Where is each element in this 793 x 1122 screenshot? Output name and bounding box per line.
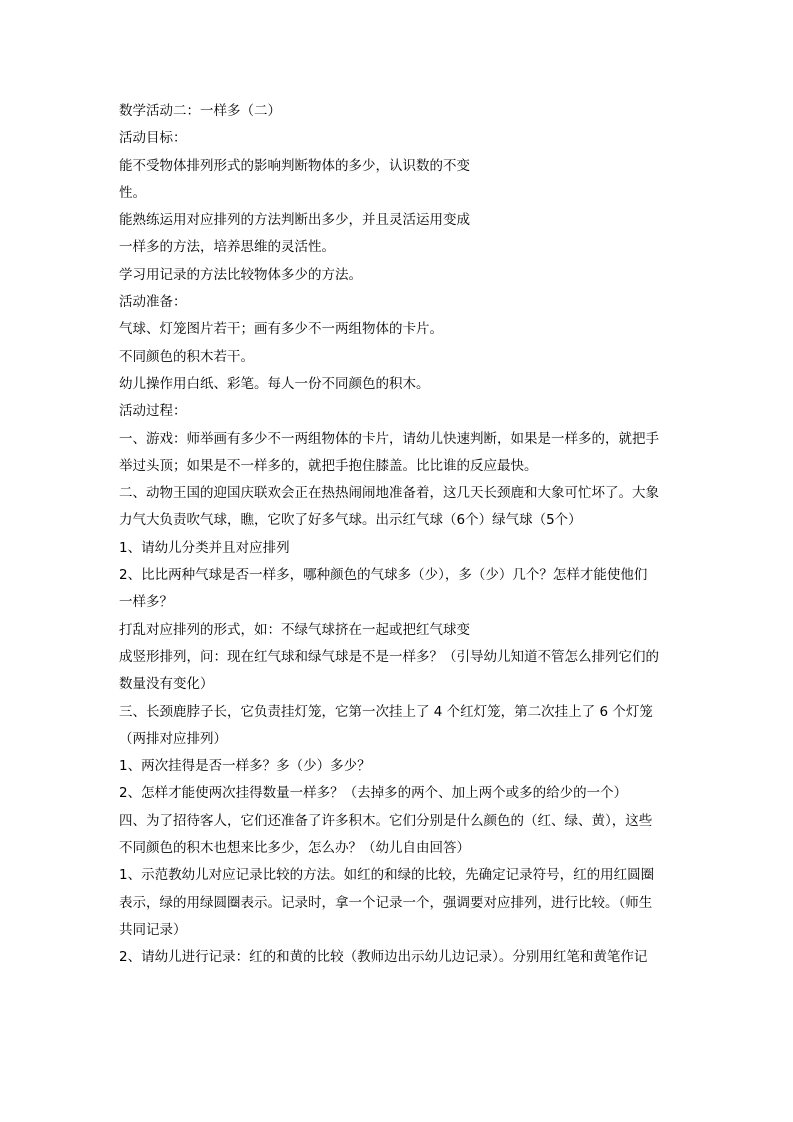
text-line: 四、为了招待客人，它们还准备了许多积木。它们分别是什么颜色的（红、绿、黄），这些 [119,812,653,829]
text-line: 幼儿操作用白纸、彩笔。每人一份不同颜色的积木。 [119,375,430,392]
text-line: （两排对应排列） [119,730,227,747]
text-line: 一、游戏：师举画有多少不一两组物体的卡片，请幼儿快速判断，如果是一样多的，就把手 [119,430,659,447]
text-line: 能熟练运用对应排列的方法判断出多少，并且灵活运用变成 [119,212,470,229]
text-line: 2、怎样才能使两次挂得数量一样多？（去掉多的两个、加上两个或多的给少的一个） [119,785,628,802]
section-heading-preparation: 活动准备： [119,294,187,311]
text-line: 表示，绿的用绿圆圈表示。记录时，拿一个记录一个，强调要对应排列，进行比较。（师生 [119,894,653,911]
text-line: 二、动物王国的迎国庆联欢会正在热热闹闹地准备着，这几天长颈鹿和大象可忙坏了。大象 [119,485,659,502]
section-heading-goals: 活动目标： [119,130,187,147]
text-line: 共同记录） [119,921,187,938]
text-line: 性。 [119,184,146,201]
section-heading-process: 活动过程： [119,403,187,420]
text-line: 学习用记录的方法比较物体多少的方法。 [119,266,362,283]
document-title: 数学活动二：一样多（二） [119,103,281,119]
text-line: 一样多的方法，培养思维的灵活性。 [119,239,335,256]
document-body [119,98,679,972]
text-line: 1、两次挂得是否一样多？多（少）多少？ [119,758,371,775]
text-line: 1、示范教幼儿对应记录比较的方法。如红的和绿的比较，先确定记录符号，红的用红圆圈 [119,867,655,884]
text-line: 举过头顶；如果是不一样多的，就把手抱住膝盖。比比谁的反应最快。 [119,457,538,474]
text-line: 打乱对应排列的形式，如：不绿气球挤在一起或把红气球变 [119,621,470,638]
text-line: 1、请幼儿分类并且对应排列 [119,539,290,556]
text-line: 力气大负责吹气球，瞧，它吹了好多气球。出示红气球（6个）绿气球（5个） [119,512,582,529]
text-line: 2、比比两种气球是否一样多，哪种颜色的气球多（少），多（少）几个？怎样才能使他们 [119,567,648,584]
text-line: 气球、灯笼图片若干；画有多少不一两组物体的卡片。 [119,321,443,338]
text-line: 能不受物体排列形式的影响判断物体的多少，认识数的不变 [119,157,470,174]
text-line: 不同颜色的积木也想来比多少，怎么办？（幼儿自由回答） [119,840,470,857]
text-line: 2、请幼儿进行记录：红的和黄的比较（教师边出示幼儿边记录）。分别用红笔和黄笔作记 [119,949,648,966]
text-line: 不同颜色的积木若干。 [119,348,254,365]
text-line: 数量没有变化） [119,676,214,693]
text-line: 三、长颈鹿脖子长，它负责挂灯笼，它第一次挂上了 4 个红灯笼，第二次挂上了 6 个灯笼 [119,703,653,720]
text-line: 成竖形排列，问：现在红气球和绿气球是不是一样多？（引导幼儿知道不管怎么排列它们的 [119,648,659,665]
text-line: 一样多？ [119,594,173,611]
